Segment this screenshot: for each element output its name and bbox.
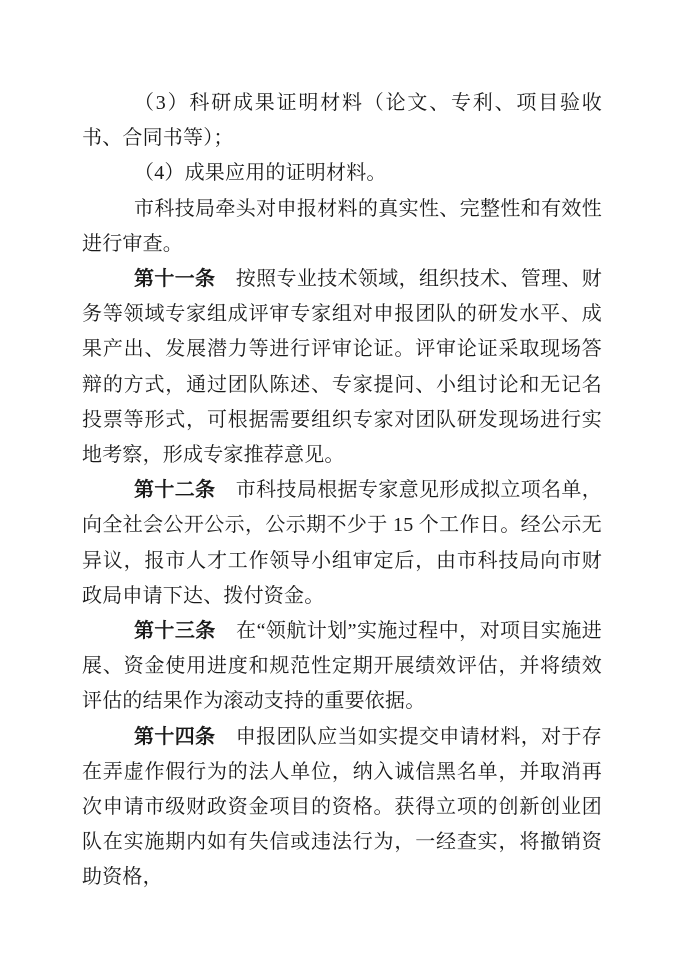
paragraph xyxy=(82,473,602,614)
clause-term: 第十三条 xyxy=(134,620,216,643)
paragraph-text: 申报团队应当如实提交申请材料，对于存在弄虚作假行为的法人单位，纳入诚信黑名单，并取消再次申请市级财政资金项目的资格。获得立项的创新创业团队在实施期内如有失信或违法行为，一经查实，将撤销资助资格， xyxy=(82,725,602,889)
paragraph-text: （3）科研成果证明材料（论文、专利、项目验收书、合同书等）； xyxy=(82,92,602,150)
paragraph-text: 按照专业技术领域，组织技术、管理、财务等领域专家组成评审专家组对申报团队的研发水平、成果产出、发展潜力等进行评审论证。评审论证采取现场答辩的方式，通过团队陈述、专家提问、小组讨论和无记名投票等形式，可根据需要组织专家对团队研发现场进行实地考察，形成专家推荐意见。 xyxy=(82,268,602,467)
paragraph-text: （4）成果应用的证明材料。 xyxy=(134,162,387,185)
document-body xyxy=(82,86,602,896)
paragraph xyxy=(82,156,602,191)
paragraph xyxy=(82,192,602,262)
paragraph xyxy=(82,614,602,720)
paragraph xyxy=(82,720,602,896)
clause-term: 第十一条 xyxy=(134,268,216,291)
paragraph-text: 在“领航计划”实施过程中，对项目实施进展、资金使用进度和规范性定期开展绩效评估，并将绩效评估的结果作为滚动支持的重要依据。 xyxy=(82,620,602,713)
clause-term: 第十二条 xyxy=(134,479,216,502)
paragraph xyxy=(82,86,602,156)
paragraph-text: 市科技局根据专家意见形成拟立项名单，向全社会公开公示，公示期不少于 15 个工作日。经公示无异议，报市人才工作领导小组审定后，由市科技局向市财政局申请下达、拨付资金。 xyxy=(82,479,602,607)
paragraph-text: 市科技局牵头对申报材料的真实性、完整性和有效性进行审查。 xyxy=(82,197,602,255)
clause-term: 第十四条 xyxy=(134,725,216,748)
paragraph xyxy=(82,262,602,473)
